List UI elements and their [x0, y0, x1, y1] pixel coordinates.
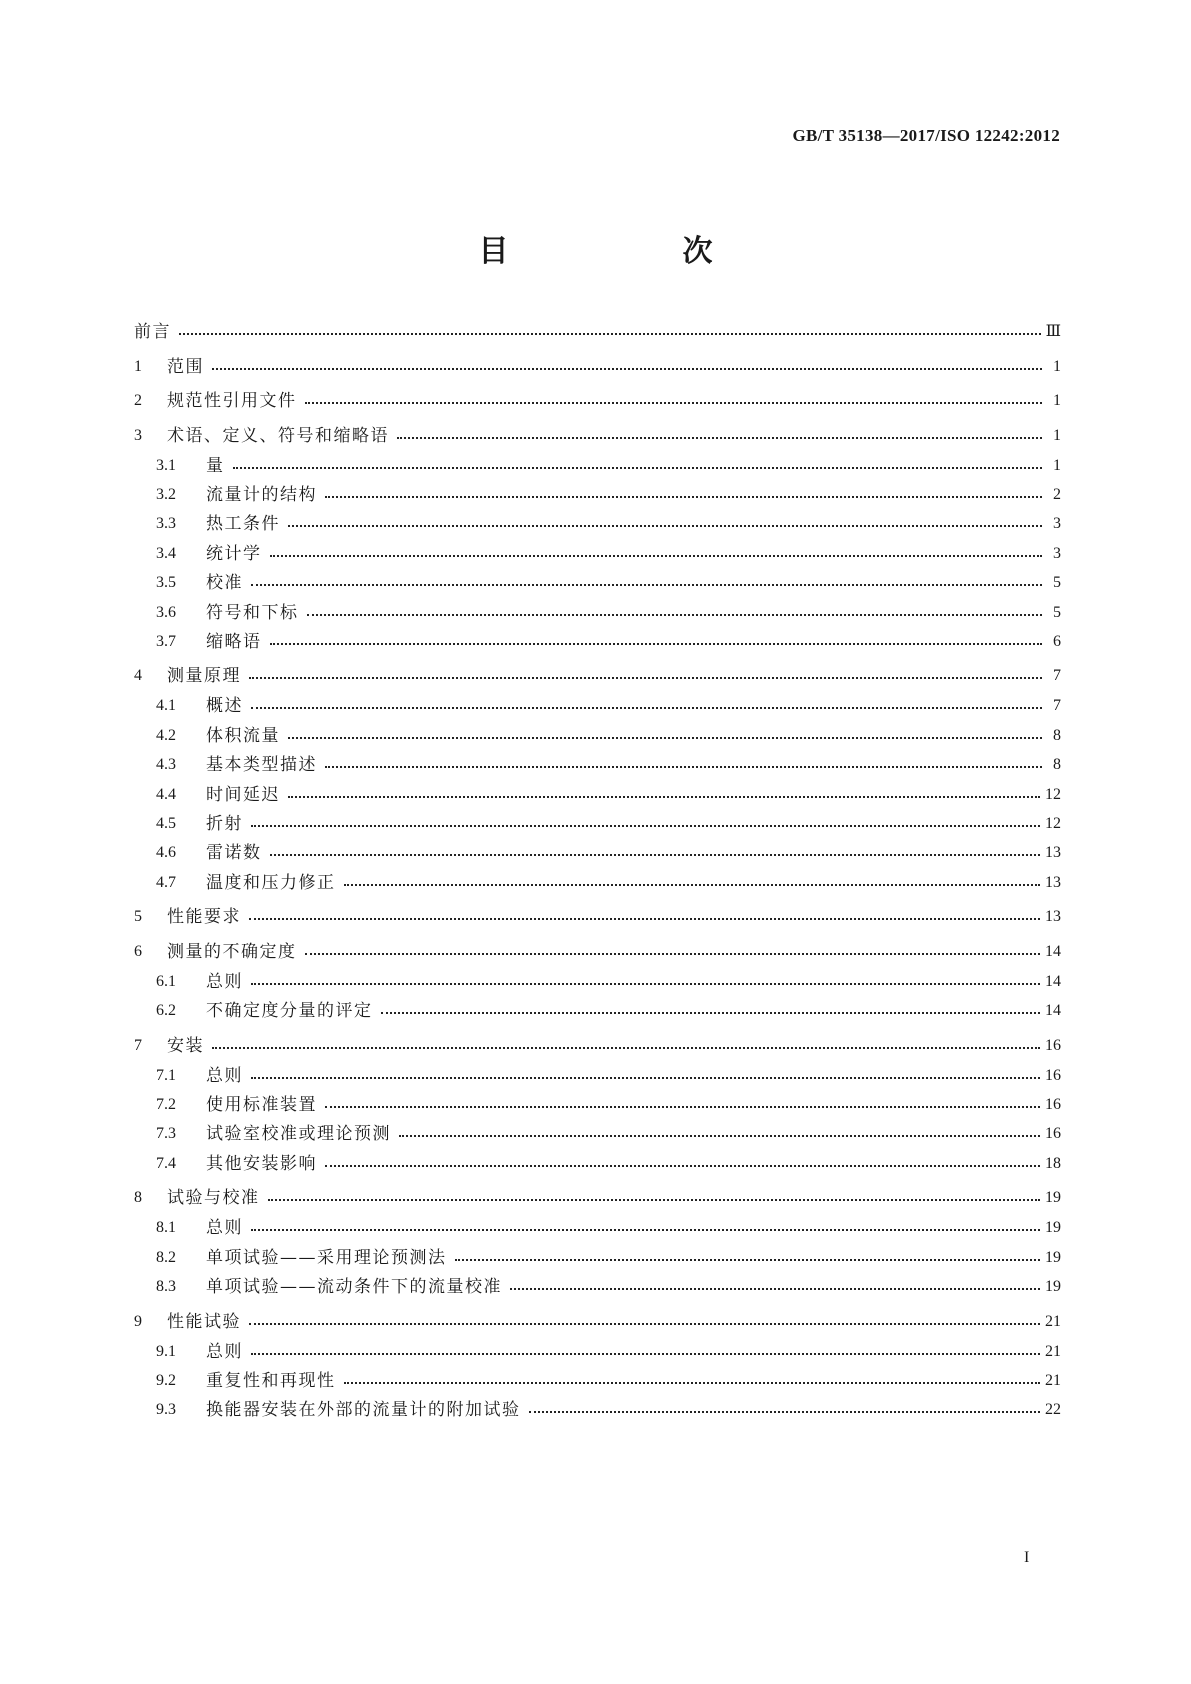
- toc-entry-page: 19: [1045, 1249, 1061, 1266]
- toc-entry[interactable]: [156, 1122, 1061, 1146]
- toc-entry-page: 13: [1045, 844, 1061, 861]
- dot-leader: [270, 854, 1041, 856]
- toc-entry-number: 4.2: [156, 727, 176, 744]
- toc-entry-page: 8: [1053, 727, 1061, 744]
- toc-entry-number: 4.7: [156, 874, 176, 891]
- toc-entry[interactable]: [156, 753, 1061, 777]
- toc-entry-number: 6.1: [156, 973, 176, 990]
- toc-entry-page: 1: [1053, 358, 1061, 375]
- toc-entry[interactable]: [156, 1246, 1061, 1270]
- dot-leader: [288, 737, 1042, 739]
- dot-leader: [399, 1135, 1040, 1137]
- toc-entry-label: 性能试验: [167, 1312, 241, 1332]
- dot-leader: [529, 1411, 1041, 1413]
- toc-entry[interactable]: [134, 1310, 1061, 1334]
- toc-entry-page: 19: [1045, 1189, 1061, 1206]
- toc-entry-page: 21: [1045, 1372, 1061, 1389]
- dot-leader: [251, 707, 1042, 709]
- dot-leader: [251, 983, 1040, 985]
- toc-entry-page: 1: [1053, 427, 1061, 444]
- toc-entry-number: 9: [134, 1313, 142, 1330]
- toc-entry[interactable]: [156, 571, 1061, 595]
- toc-entry[interactable]: [156, 1275, 1061, 1299]
- toc-entry-page: 6: [1053, 633, 1061, 650]
- toc-entry-page: 14: [1045, 943, 1061, 960]
- toc-entry-number: 4.3: [156, 756, 176, 773]
- dot-leader: [249, 918, 1040, 920]
- toc-entry-page: 14: [1045, 973, 1061, 990]
- toc-entry-page: Ⅲ: [1045, 323, 1061, 340]
- toc-entry-label: 总则: [206, 1342, 243, 1362]
- toc-entry-number: 3: [134, 427, 142, 444]
- toc-entry-page: 12: [1045, 786, 1061, 803]
- toc-entry-label: 测量的不确定度: [167, 942, 297, 962]
- toc-entry-number: 9.3: [156, 1401, 176, 1418]
- toc-entry-label: 体积流量: [206, 726, 280, 746]
- toc-entry-number: 6: [134, 943, 142, 960]
- toc-entry[interactable]: [156, 871, 1061, 895]
- toc-entry-label: 试验与校准: [167, 1188, 260, 1208]
- toc-entry-page: 7: [1053, 667, 1061, 684]
- toc-entry[interactable]: [156, 454, 1061, 478]
- toc-entry-label: 范围: [167, 357, 204, 377]
- toc-entry-label: 总则: [206, 972, 243, 992]
- toc-entry[interactable]: [156, 542, 1061, 566]
- dot-leader: [344, 884, 1041, 886]
- toc-entry-number: 5: [134, 908, 142, 925]
- toc-entry[interactable]: [134, 940, 1061, 964]
- dot-leader: [268, 1199, 1041, 1201]
- dot-leader: [307, 614, 1043, 616]
- dot-leader: [270, 555, 1043, 557]
- toc-entry-page: 22: [1045, 1401, 1061, 1418]
- dot-leader: [325, 1106, 1040, 1108]
- toc-entry-number: 1: [134, 358, 142, 375]
- toc-entry-label: 雷诺数: [206, 843, 262, 863]
- standard-code: GB/T 35138—2017/ISO 12242:2012: [792, 126, 1060, 145]
- dot-leader: [251, 1353, 1040, 1355]
- toc-entry-label: 前言: [134, 322, 171, 342]
- toc-entry-number: 4.1: [156, 697, 176, 714]
- toc-entry-page: 14: [1045, 1002, 1061, 1019]
- toc-entry-label: 统计学: [206, 544, 262, 564]
- toc-entry-label: 术语、定义、符号和缩略语: [167, 426, 389, 446]
- toc-entry-label: 规范性引用文件: [167, 391, 297, 411]
- toc-entry-number: 8.3: [156, 1278, 176, 1295]
- toc-entry-page: 16: [1045, 1037, 1061, 1054]
- dot-leader: [233, 467, 1043, 469]
- toc-entry-label: 换能器安装在外部的流量计的附加试验: [206, 1400, 521, 1420]
- toc-entry-number: 3.4: [156, 545, 176, 562]
- toc-entry[interactable]: [156, 1152, 1061, 1176]
- toc-entry[interactable]: [156, 483, 1061, 507]
- toc-entry-number: 2: [134, 392, 142, 409]
- toc-entry-number: 3.5: [156, 574, 176, 591]
- dot-leader: [344, 1382, 1041, 1384]
- toc-entry[interactable]: [156, 1216, 1061, 1240]
- toc-entry-page: 13: [1045, 908, 1061, 925]
- toc-entry-number: 8: [134, 1189, 142, 1206]
- dot-leader: [179, 333, 1041, 335]
- toc-entry-page: 18: [1045, 1155, 1061, 1172]
- toc-entry-number: 6.2: [156, 1002, 176, 1019]
- toc-entry[interactable]: [134, 905, 1061, 929]
- toc-entry[interactable]: [156, 1398, 1061, 1422]
- toc-entry[interactable]: [134, 664, 1061, 688]
- toc-entry-number: 7.1: [156, 1067, 176, 1084]
- toc-entry[interactable]: [156, 601, 1061, 625]
- toc-entry-label: 折射: [206, 814, 243, 834]
- dot-leader: [251, 1077, 1040, 1079]
- toc-entry[interactable]: [156, 1093, 1061, 1117]
- toc-entry-label: 时间延迟: [206, 785, 280, 805]
- toc-entry[interactable]: [156, 999, 1061, 1023]
- toc-entry-number: 8.2: [156, 1249, 176, 1266]
- toc-entry-label: 总则: [206, 1218, 243, 1238]
- toc-entry[interactable]: [156, 1064, 1061, 1088]
- toc-entry[interactable]: [134, 389, 1061, 413]
- toc-entry-label: 总则: [206, 1066, 243, 1086]
- toc-entry-number: 7.4: [156, 1155, 176, 1172]
- toc-entry-label: 温度和压力修正: [206, 873, 336, 893]
- toc-entry-label: 流量计的结构: [206, 485, 317, 505]
- toc-entry-number: 3.7: [156, 633, 176, 650]
- toc-entry[interactable]: [156, 1369, 1061, 1393]
- toc-entry-number: 3.1: [156, 457, 176, 474]
- toc-entry-number: 4.4: [156, 786, 176, 803]
- footer-page-number: I: [1024, 1549, 1030, 1566]
- dot-leader: [288, 525, 1042, 527]
- toc-entry-page: 2: [1053, 486, 1061, 503]
- toc-entry[interactable]: [134, 1186, 1061, 1210]
- toc-entry-label: 缩略语: [206, 632, 262, 652]
- toc-entry-page: 5: [1053, 604, 1061, 621]
- toc-entry-page: 1: [1053, 457, 1061, 474]
- toc-entry-label: 校准: [206, 573, 243, 593]
- toc-entry[interactable]: [156, 694, 1061, 718]
- dot-leader: [249, 1323, 1040, 1325]
- toc-entry-number: 3.2: [156, 486, 176, 503]
- dot-leader: [251, 584, 1042, 586]
- toc-entry[interactable]: [156, 970, 1061, 994]
- dot-leader: [325, 1165, 1040, 1167]
- toc-entry-number: 3.3: [156, 515, 176, 532]
- toc-entry-page: 19: [1045, 1219, 1061, 1236]
- toc-entry[interactable]: [156, 783, 1061, 807]
- toc-entry-number: 9.2: [156, 1372, 176, 1389]
- toc-entry-page: 21: [1045, 1313, 1061, 1330]
- toc-entry-label: 符号和下标: [206, 603, 299, 623]
- toc-entry-label: 基本类型描述: [206, 755, 317, 775]
- dot-leader: [305, 953, 1041, 955]
- toc-entry-label: 概述: [206, 696, 243, 716]
- dot-leader: [249, 677, 1042, 679]
- toc-entry-page: 21: [1045, 1343, 1061, 1360]
- toc-entry-page: 16: [1045, 1125, 1061, 1142]
- toc-entry-page: 13: [1045, 874, 1061, 891]
- dot-leader: [381, 1012, 1041, 1014]
- toc-entry[interactable]: [156, 512, 1061, 536]
- dot-leader: [251, 1229, 1040, 1231]
- dot-leader: [288, 796, 1040, 798]
- toc-entry[interactable]: [156, 630, 1061, 654]
- dot-leader: [325, 766, 1042, 768]
- toc-entry[interactable]: [156, 812, 1061, 836]
- dot-leader: [212, 1047, 1040, 1049]
- toc-entry-page: 3: [1053, 515, 1061, 532]
- toc-entry[interactable]: [134, 355, 1061, 379]
- toc-entry-page: 12: [1045, 815, 1061, 832]
- toc-entry-page: 1: [1053, 392, 1061, 409]
- page-title: 目 次: [478, 234, 785, 269]
- toc-entry-number: 3.6: [156, 604, 176, 621]
- dot-leader: [270, 643, 1043, 645]
- toc-entry-number: 7: [134, 1037, 142, 1054]
- toc-entry-page: 7: [1053, 697, 1061, 714]
- toc-entry-label: 测量原理: [167, 666, 241, 686]
- toc-entry-number: 4: [134, 667, 142, 684]
- toc-entry-label: 单项试验——流动条件下的流量校准: [206, 1277, 502, 1297]
- toc-entry-number: 4.6: [156, 844, 176, 861]
- toc-entry-label: 试验室校准或理论预测: [206, 1124, 391, 1144]
- toc-entry-page: 16: [1045, 1067, 1061, 1084]
- toc-entry[interactable]: [156, 1340, 1061, 1364]
- toc-entry-number: 9.1: [156, 1343, 176, 1360]
- dot-leader: [455, 1259, 1041, 1261]
- toc-entry-label: 性能要求: [167, 907, 241, 927]
- dot-leader: [397, 437, 1042, 439]
- toc-entry[interactable]: [156, 724, 1061, 748]
- dot-leader: [305, 402, 1043, 404]
- toc-entry-number: 4.5: [156, 815, 176, 832]
- toc-entry[interactable]: [134, 320, 1061, 344]
- toc-entry[interactable]: [156, 841, 1061, 865]
- toc-entry-label: 其他安装影响: [206, 1154, 317, 1174]
- toc-entry[interactable]: [134, 1034, 1061, 1058]
- toc-entry-page: 8: [1053, 756, 1061, 773]
- toc-entry-label: 量: [206, 456, 225, 476]
- toc-entry-page: 3: [1053, 545, 1061, 562]
- toc-entry-page: 19: [1045, 1278, 1061, 1295]
- toc-entry-label: 热工条件: [206, 514, 280, 534]
- toc-entry-label: 不确定度分量的评定: [206, 1001, 373, 1021]
- toc-entry[interactable]: [134, 424, 1061, 448]
- toc-entry-page: 16: [1045, 1096, 1061, 1113]
- toc-entry-label: 安装: [167, 1036, 204, 1056]
- dot-leader: [510, 1288, 1040, 1290]
- dot-leader: [212, 368, 1042, 370]
- toc-entry-label: 使用标准装置: [206, 1095, 317, 1115]
- toc-entry-label: 重复性和再现性: [206, 1371, 336, 1391]
- dot-leader: [325, 496, 1042, 498]
- toc-entry-number: 8.1: [156, 1219, 176, 1236]
- toc-entry-number: 7.2: [156, 1096, 176, 1113]
- dot-leader: [251, 825, 1040, 827]
- toc-entry-label: 单项试验——采用理论预测法: [206, 1248, 447, 1268]
- toc-entry-number: 7.3: [156, 1125, 176, 1142]
- toc-entry-page: 5: [1053, 574, 1061, 591]
